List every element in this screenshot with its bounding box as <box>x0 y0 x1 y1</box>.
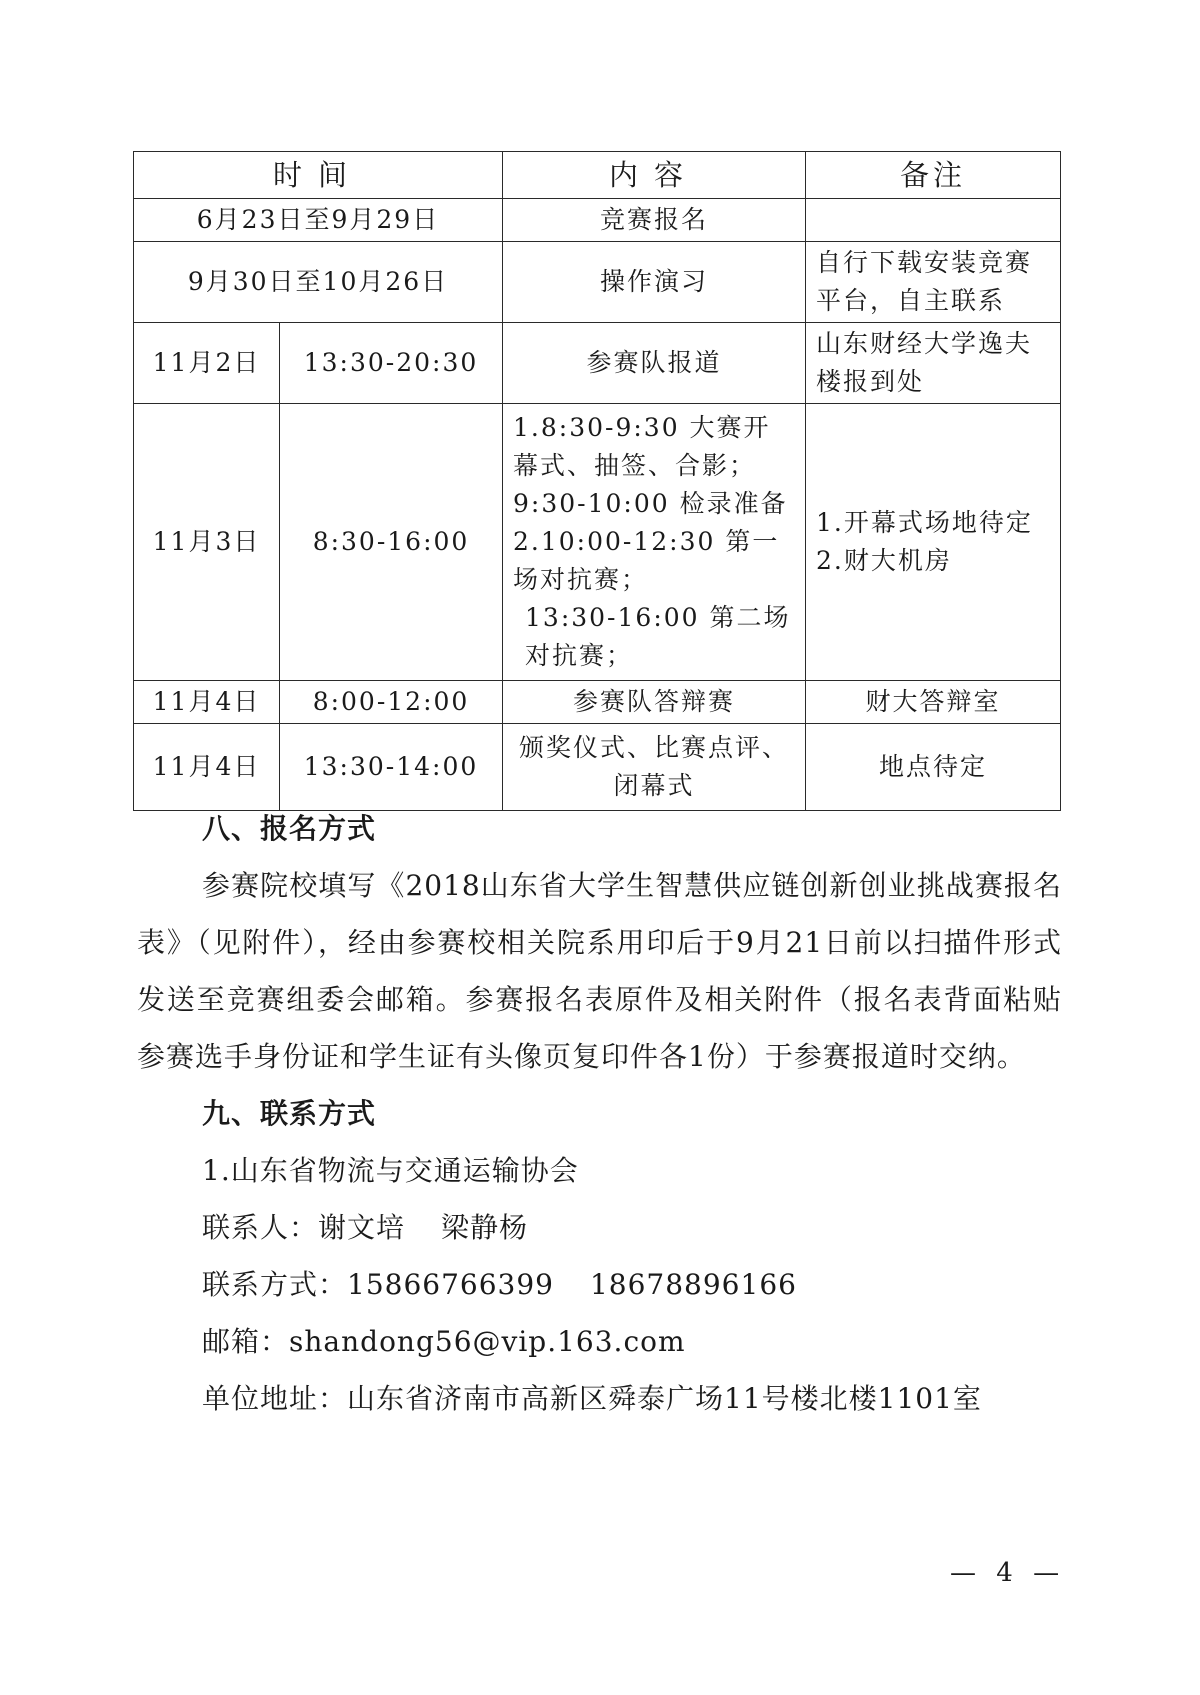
row-content: 参赛队报道 <box>503 323 806 404</box>
row-note: 自行下载安装竞赛平台，自主联系 <box>806 242 1061 323</box>
note-line: 2.财大机房 <box>816 546 952 575</box>
email-label: 邮箱： <box>202 1325 290 1358</box>
email-address: shandong56@vip.163.com <box>289 1325 686 1358</box>
content-line: 9:30-10:00 检录准备 <box>513 489 788 518</box>
row-date: 11月4日 <box>134 724 280 811</box>
table-row <box>134 242 1061 323</box>
contact-person: 梁静杨 <box>441 1211 529 1244</box>
row-note: 山东财经大学逸夫楼报到处 <box>806 323 1061 404</box>
table-header-row <box>134 152 1061 199</box>
row-time: 8:30-16:00 <box>280 404 503 681</box>
table-row <box>134 724 1061 811</box>
row-time: 13:30-14:00 <box>280 724 503 811</box>
content-line: 13:30-16:00 第二场对抗赛； <box>525 603 791 670</box>
row-note: 地点待定 <box>806 724 1061 811</box>
section-heading: 八、报名方式 <box>202 812 377 845</box>
body-text <box>137 800 1062 1427</box>
row-date: 11月4日 <box>134 681 280 724</box>
row-date: 11月2日 <box>134 323 280 404</box>
address-label: 单位地址： <box>202 1382 348 1415</box>
header-content: 内容 <box>503 152 806 199</box>
note-line: 1.开幕式场地待定 <box>816 508 1033 537</box>
table-row <box>134 681 1061 724</box>
contact-person: 谢文培 <box>318 1211 406 1244</box>
contact-address-line <box>137 1370 1062 1427</box>
page-number: — 4 — <box>950 1558 1066 1588</box>
contact-person-line <box>137 1199 1062 1256</box>
contact-phone-line <box>137 1256 1062 1313</box>
row-content: 竞赛报名 <box>503 199 806 242</box>
content-line: 2.10:00-12:30 第一场对抗赛； <box>513 527 780 594</box>
row-content <box>503 404 806 681</box>
contact-email-line <box>137 1313 1062 1370</box>
schedule-table <box>133 151 1061 811</box>
table-row <box>134 199 1061 242</box>
registration-paragraph: 参赛院校填写《2018山东省大学生智慧供应链创新创业挑战赛报名表》（见附件），经由参赛校相关院系用印后于9月21日前以扫描件形式发送至竞赛组委会邮箱。参赛报名表原件及相关附件（报名表背面粘贴参赛选手身份证和学生证有头像页复印件各1份）于参赛报道时交纳。 <box>137 869 1062 1073</box>
contact-org: 1.山东省物流与交通运输协会 <box>202 1154 579 1187</box>
row-content: 颁奖仪式、比赛点评、闭幕式 <box>503 724 806 811</box>
row-note: 财大答辩室 <box>806 681 1061 724</box>
phone-number: 18678896166 <box>589 1268 797 1301</box>
row-date: 9月30日至10月26日 <box>134 242 503 323</box>
row-content: 参赛队答辩赛 <box>503 681 806 724</box>
row-time: 13:30-20:30 <box>280 323 503 404</box>
header-time: 时间 <box>134 152 503 199</box>
section-heading: 九、联系方式 <box>202 1097 377 1130</box>
row-time: 8:00-12:00 <box>280 681 503 724</box>
row-note <box>806 199 1061 242</box>
address-value: 山东省济南市高新区舜泰广场11号楼北楼1101室 <box>347 1382 982 1415</box>
phone-number: 15866766399 <box>347 1268 554 1301</box>
row-content: 操作演习 <box>503 242 806 323</box>
table-row <box>134 404 1061 681</box>
table-row <box>134 323 1061 404</box>
row-note <box>806 404 1061 681</box>
contact-label: 联系人： <box>202 1211 319 1244</box>
row-date: 6月23日至9月29日 <box>134 199 503 242</box>
content-line: 1.8:30-9:30 大赛开幕式、抽签、合影； <box>513 413 771 480</box>
header-note: 备注 <box>806 152 1061 199</box>
row-date: 11月3日 <box>134 404 280 681</box>
phone-label: 联系方式： <box>202 1268 348 1301</box>
